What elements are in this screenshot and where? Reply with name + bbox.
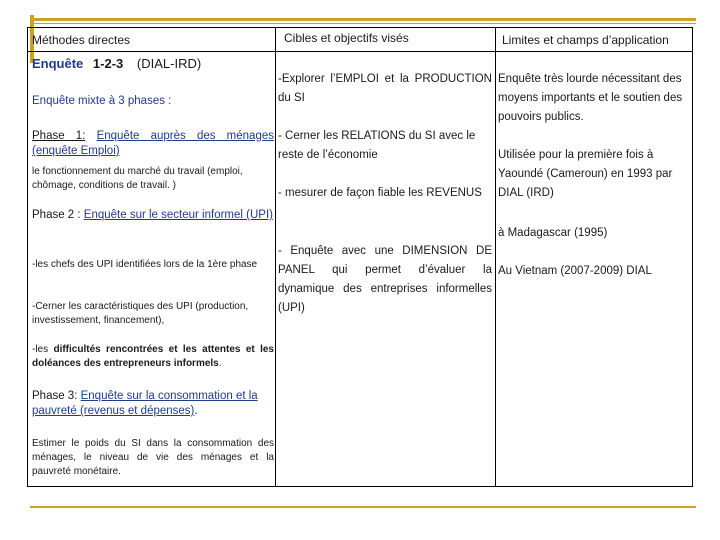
- decorative-bottom-rule: [30, 506, 696, 508]
- column-divider: [495, 28, 496, 486]
- survey-title: [32, 56, 274, 71]
- objective-panel: - Enquête avec une DIMENSION DE PANEL qui permet d’évaluer la dynamique des entreprises informelles (UPI): [278, 245, 492, 314]
- phase3-label: Phase 3:: [32, 390, 78, 402]
- survey-label: Enquête: [32, 56, 84, 71]
- methods-table: [27, 27, 693, 487]
- survey-mixed-phases: Enquête mixte à 3 phases :: [32, 95, 172, 107]
- phase2-title: Enquête sur le secteur informel (UPI): [83, 209, 273, 221]
- phase2-item-bold: difficultés rencontrées et les attentes et les doléances des entrepreneurs informels: [32, 344, 274, 369]
- limit-vietnam: Au Vietnam (2007-2009) DIAL: [498, 265, 652, 277]
- decorative-top-rule-thin: [30, 23, 696, 24]
- header-methodes: Méthodes directes: [32, 33, 131, 47]
- phase3-heading: [32, 389, 274, 419]
- phase2-item-prefix: -les: [32, 344, 54, 355]
- survey-code: 1-2-3: [92, 56, 124, 71]
- column-divider: [275, 28, 276, 486]
- limit-madagascar: à Madagascar (1995): [498, 227, 608, 239]
- phase1-heading: [32, 129, 274, 159]
- objective-emploi: -Explorer l’EMPLOI et la PRODUCTION du SI: [278, 73, 492, 104]
- survey-source: (DIAL-IRD): [136, 56, 202, 71]
- phase3-description: Estimer le poids du SI dans la consommation des ménages, le niveau de vie des ménages et la pauvreté monétaire.: [32, 438, 274, 477]
- phase3-end: .: [194, 405, 198, 417]
- phase2-item-end: .: [218, 358, 222, 369]
- phase2-heading: [32, 208, 274, 223]
- header-limites: Limites et champs d’application: [502, 33, 669, 47]
- objective-relations: - Cerner les RELATIONS du SI avec le reste de l’économie: [278, 130, 476, 161]
- phase2-item-caracteristiques: -Cerner les caractéristiques des UPI (production, investissement, financement),: [32, 301, 249, 326]
- phase2-item-difficultes: [32, 343, 274, 371]
- phase1-label: Phase 1:: [32, 130, 86, 142]
- phase2-item-chefs: -les chefs des UPI identifiées lors de la 1ère phase: [32, 259, 258, 270]
- phase1-title: Enquête auprès des ménages (enquête Emploi): [32, 130, 274, 157]
- phase2-label: Phase 2 :: [32, 209, 81, 221]
- objective-revenus: - mesurer de façon fiable les REVENUS: [278, 187, 482, 199]
- header-divider: [28, 51, 692, 52]
- phase1-description: le fonctionnement du marché du travail (emploi, chômage, conditions de travail. ): [32, 166, 243, 191]
- decorative-top-rule: [30, 18, 696, 21]
- phase3-title: Enquête sur la consommation et la pauvreté (revenus et dépenses): [32, 390, 258, 417]
- limit-yaounde: Utilisée pour la première fois à Yaoundé (Cameroun) en 1993 par DIAL (IRD): [498, 149, 673, 199]
- header-cibles: Cibles et objectifs visés: [284, 31, 409, 45]
- limit-lourde: Enquête très lourde nécessitant des moyens importants et le soutien des pouvoirs publics.: [498, 73, 683, 123]
